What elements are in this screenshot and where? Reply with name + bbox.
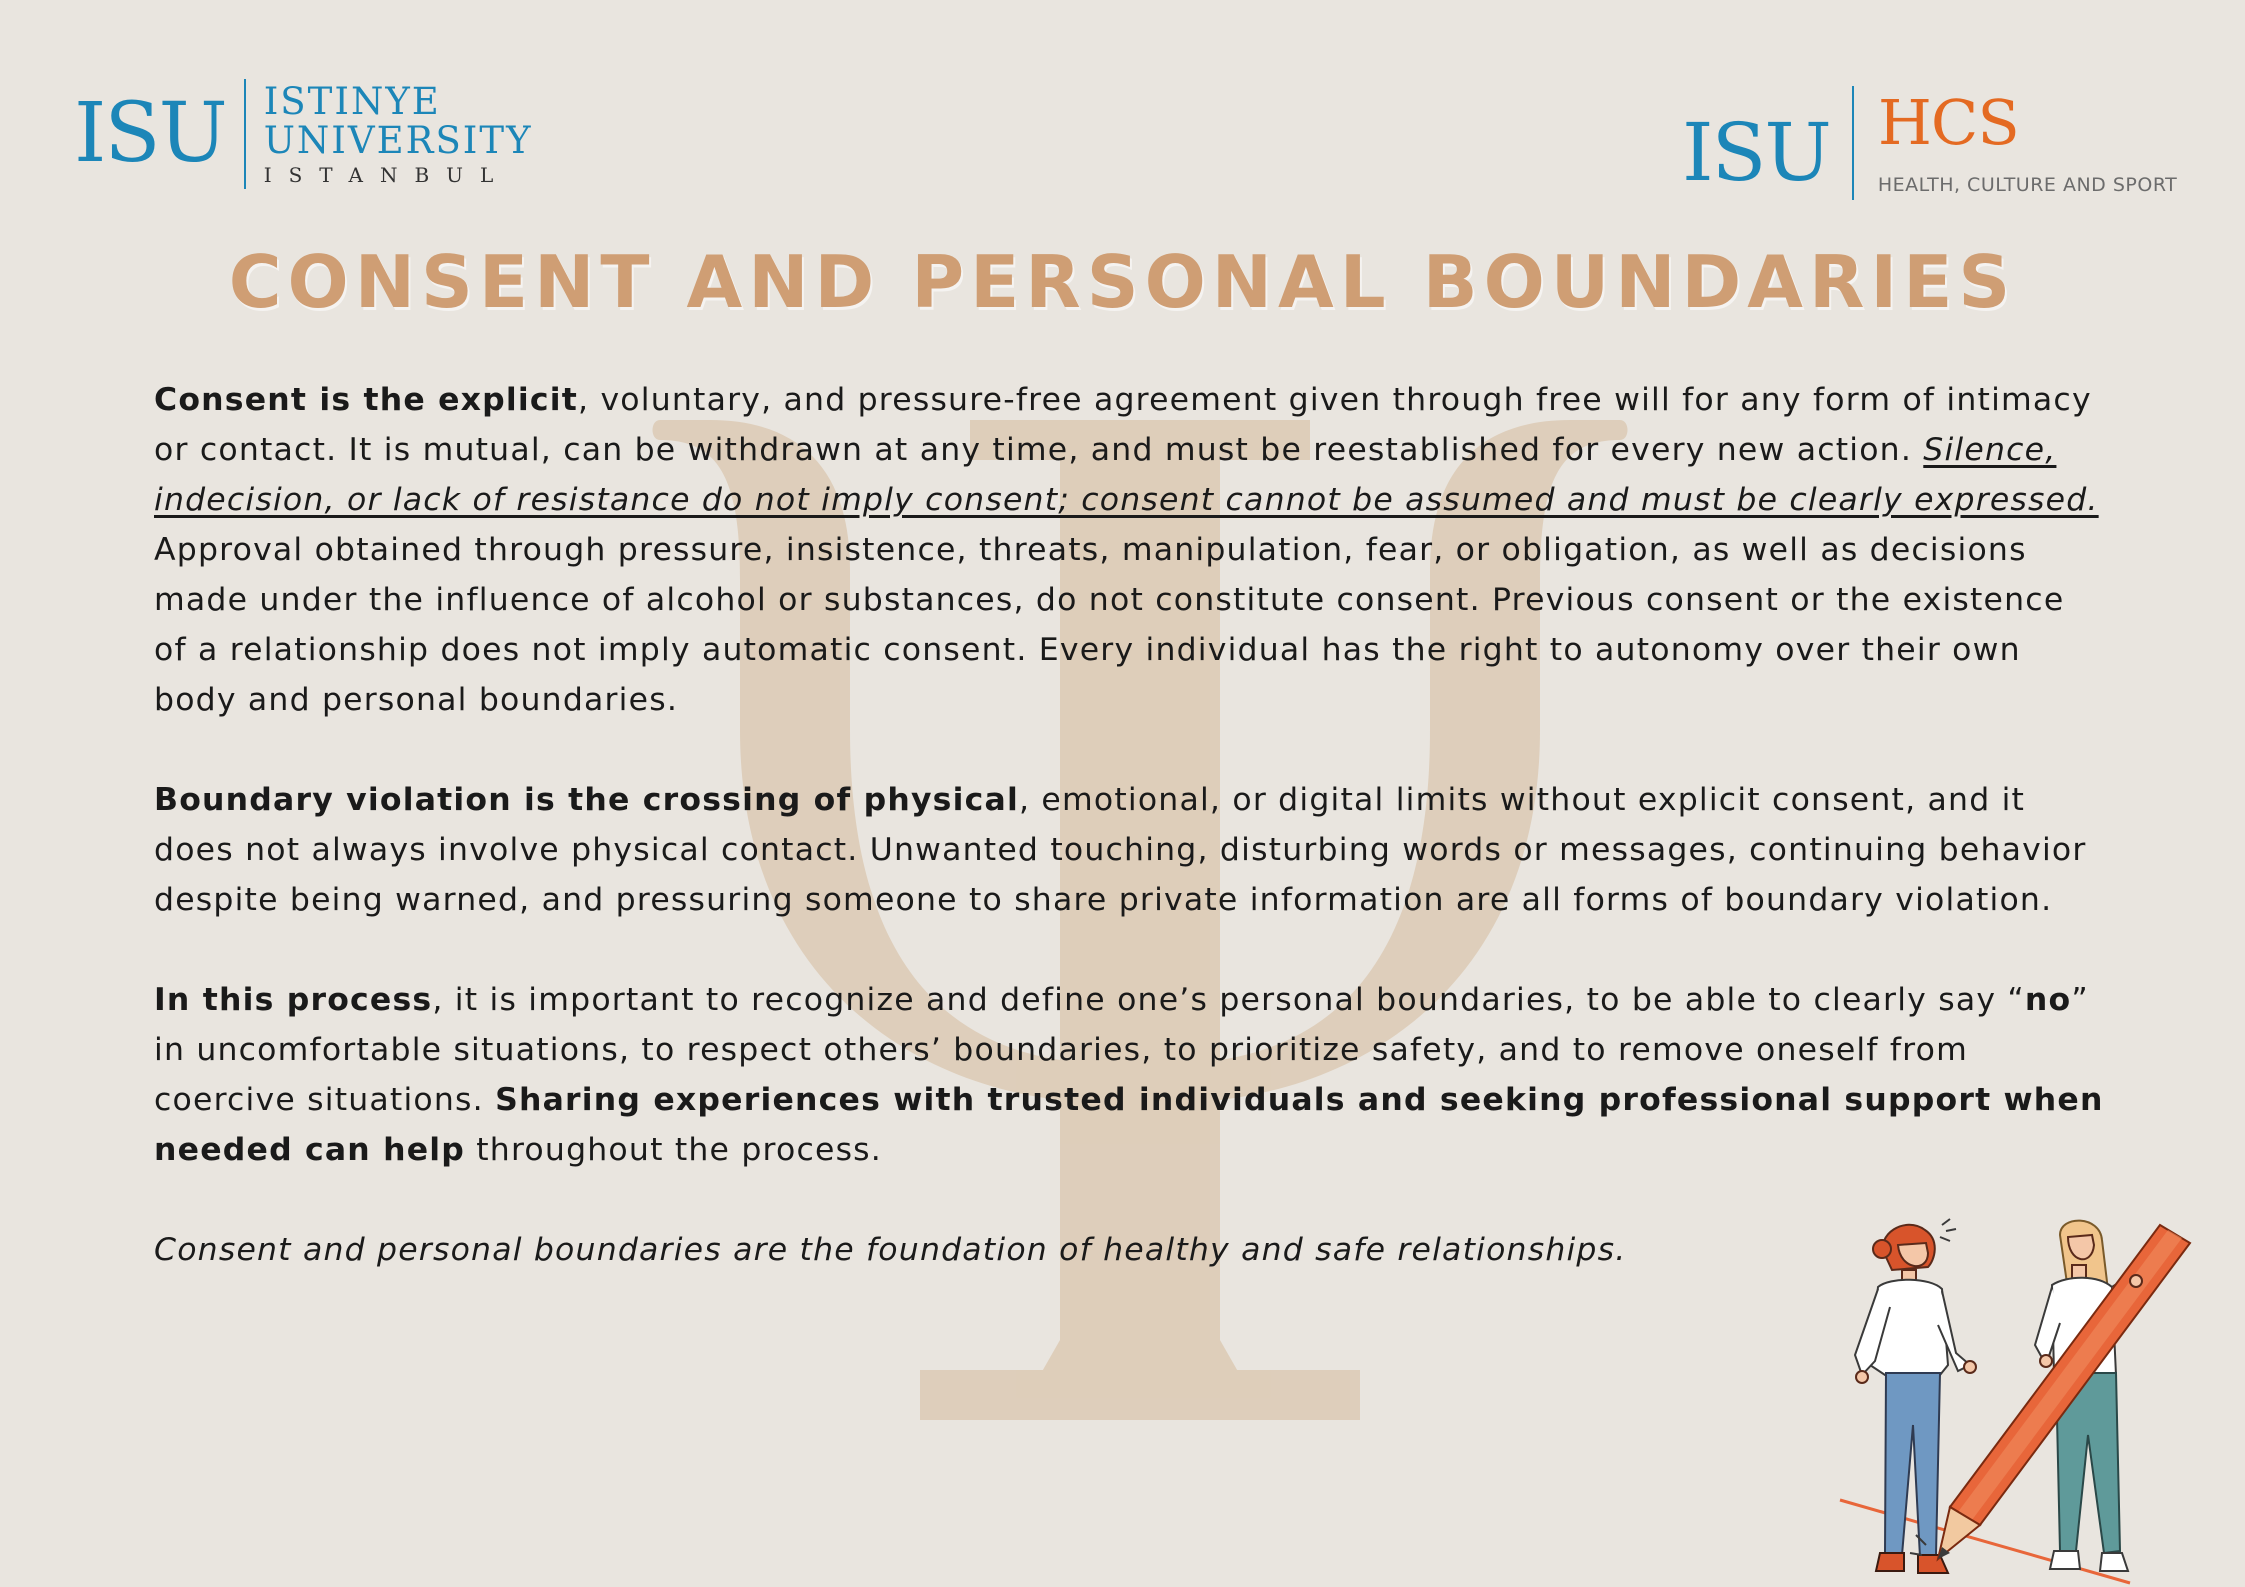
consent-continuation: Approval obtained through pressure, insistence, threats, manipulation, fear, or obligation, as well as decisions made under the influence of alcohol or substances, do not constitute consent. Previous consent or the existence of a relationship does not imply automatic consent. Every individual has the right to autonomy over their own body and personal boundaries. (154, 532, 2065, 718)
consent-text: , voluntary, and pressure-free agreement given through free will for any form of intimacy or contact. It is mutual, can be withdrawn at any time, and must be reestablished for every new action. (154, 382, 2092, 468)
university-name (263, 80, 533, 187)
istinye-university-logo (74, 78, 533, 190)
university-name-line2: UNIVERSITY (263, 119, 533, 162)
isu-hcs-logo (1682, 86, 2177, 200)
logo-divider-right (1852, 86, 1854, 200)
process-lead: In this process (154, 982, 433, 1018)
consent-paragraph (154, 375, 2104, 525)
university-name-line1: ISTINYE (263, 80, 441, 123)
hcs-unit (1877, 85, 2178, 196)
isu-logo-mark: ISU (74, 86, 226, 181)
women-drawing-boundary-line-illustration (1830, 1215, 2210, 1585)
hcs-mark: HCS (1877, 85, 2019, 159)
paragraph-gap (154, 925, 2104, 975)
process-text-2: ” in uncomfortable situations, to respect others’ boundaries, to prioritize safety, and to remove oneself from coercive situations. (154, 982, 2089, 1118)
paragraph-gap (154, 725, 2104, 775)
logo-divider (244, 79, 246, 189)
main-content (154, 375, 2104, 1275)
closing-statement: Consent and personal boundaries are the foundation of healthy and safe relationships. (154, 1232, 1627, 1268)
pencil-icon (1910, 1225, 2190, 1559)
process-text-1: , it is important to recognize and define one’s personal boundaries, to be able to clearly say “ (432, 982, 2025, 1018)
boundary-lead: Boundary violation is the crossing of physical (154, 782, 1019, 818)
hcs-subtitle: HEALTH, CULTURE AND SPORT (1877, 173, 2178, 196)
boundary-text: , emotional, or digital limits without explicit consent, and it does not always involve physical contact. Unwanted touching, disturbing words or messages, continuing behavior despite being warned, and pressuring someone to share private information are all forms of boundary violation. (154, 782, 2087, 918)
boundary-paragraph (154, 775, 2104, 925)
process-no: no (2024, 982, 2072, 1018)
university-city: ISTANBUL (263, 163, 511, 187)
isu-logo-mark-right: ISU (1682, 106, 1830, 199)
process-paragraph (154, 975, 2104, 1175)
page-title: CONSENT AND PERSONAL BOUNDARIES (228, 240, 2017, 324)
process-text-3: throughout the process. (465, 1132, 882, 1168)
paragraph-gap (154, 1175, 2104, 1225)
consent-lead: Consent is the explicit (154, 382, 579, 418)
process-support: Sharing experiences with trusted individuals and seeking professional support when needed can help (154, 1082, 2104, 1168)
consent-emphasis: Silence, indecision, or lack of resistance do not imply consent; consent cannot be assumed and must be clearly expressed. (154, 432, 2099, 518)
